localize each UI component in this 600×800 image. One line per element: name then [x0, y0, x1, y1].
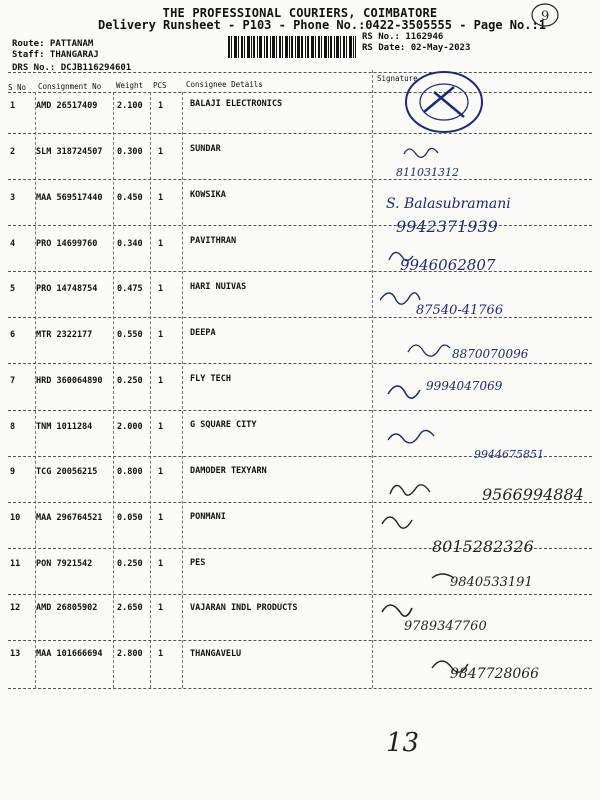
row-consignee: PAVITHRAN — [190, 236, 237, 246]
row-weight: 0.550 — [117, 330, 143, 340]
row-2-phone: 811031312 — [396, 166, 459, 179]
row-12-phone: 9789347760 — [404, 619, 487, 634]
col-consignment: Consignment No — [38, 82, 102, 91]
company-stamp-icon — [406, 72, 482, 132]
row-5-phone: 87540-41766 — [416, 303, 504, 318]
row-consignment: PRO 14699760 — [36, 239, 98, 249]
row-7-phone: 9994047069 — [426, 379, 503, 393]
staff-label: Staff: THANGARAJ — [12, 50, 99, 60]
page-mark-circle-icon — [530, 2, 560, 28]
row-pcs: 1 — [158, 147, 164, 157]
col-sno: S No — [8, 83, 27, 92]
signature-row-10 — [382, 517, 412, 528]
col-consignee: Consignee Details — [186, 80, 263, 89]
row-consignment: MAA 296764521 — [36, 513, 103, 523]
row-pcs: 1 — [158, 376, 164, 386]
row-sno: 13 — [10, 649, 21, 659]
row-consignee: BALAJI ELECTRONICS — [190, 99, 283, 109]
barcode-icon — [228, 36, 356, 58]
row-pcs: 1 — [158, 330, 164, 340]
signature-row-9 — [390, 485, 430, 495]
row-pcs: 1 — [158, 239, 164, 249]
row-sno: 10 — [10, 513, 21, 523]
row-sno: 7 — [10, 376, 16, 386]
col-divider — [35, 92, 36, 688]
row-consignee: G SQUARE CITY — [190, 420, 257, 430]
row-pcs: 1 — [158, 513, 164, 523]
col-weight: Weight — [116, 81, 144, 90]
row-sno: 9 — [10, 467, 16, 477]
row-consignment: TCG 20056215 — [36, 467, 98, 477]
row-consignment: TNM 1011284 — [36, 422, 93, 432]
signature-row-5 — [380, 293, 420, 304]
row-pcs: 1 — [158, 422, 164, 432]
row-weight: 0.250 — [117, 559, 143, 569]
row-sno: 5 — [10, 284, 16, 294]
row-3-name: S. Balasubramani — [386, 196, 511, 212]
row-weight: 2.650 — [117, 603, 143, 613]
row-sno: 1 — [10, 101, 16, 111]
row-consignment: HRD 360064890 — [36, 376, 103, 386]
row-weight: 2.100 — [117, 101, 143, 111]
row-consignee: THANGAVELU — [190, 649, 242, 659]
row-pcs: 1 — [158, 193, 164, 203]
row-pcs: 1 — [158, 284, 164, 294]
row-weight: 0.475 — [117, 284, 143, 294]
col-divider — [113, 92, 114, 688]
row-pcs: 1 — [158, 101, 164, 111]
row-sno: 6 — [10, 330, 16, 340]
signature-row-2 — [404, 148, 438, 157]
row-weight: 0.450 — [117, 193, 143, 203]
row-consignee: PES — [190, 558, 206, 568]
row-10-phone: 8015282326 — [432, 537, 534, 556]
row-consignment: AMD 26517409 — [36, 101, 98, 111]
col-signature: Signature — [377, 74, 418, 83]
row-weight: 0.340 — [117, 239, 143, 249]
row-weight: 0.800 — [117, 467, 143, 477]
row-sno: 8 — [10, 422, 16, 432]
row-consignment: MAA 101666694 — [36, 649, 103, 659]
row-sno: 2 — [10, 147, 16, 157]
row-consignee: DEEPA — [190, 328, 216, 338]
row-consignment: MAA 569517440 — [36, 193, 103, 203]
row-weight: 0.250 — [117, 376, 143, 386]
runsheet-title: Delivery Runsheet - P103 - Phone No.:0422-3505555 - Page No.:1 — [98, 18, 546, 32]
row-sno: 12 — [10, 603, 21, 613]
row-3-phone: 9942371939 — [396, 217, 498, 236]
row-weight: 0.300 — [117, 147, 143, 157]
signature-row-12 — [382, 605, 412, 616]
rs-number: RS No.: 1162946 — [362, 32, 444, 42]
company-title: THE PROFESSIONAL COURIERS, COIMBATORE — [162, 6, 438, 20]
row-13-phone: 9847728066 — [450, 666, 540, 682]
row-consignee: PONMANI — [190, 512, 226, 522]
row-sno: 11 — [10, 559, 21, 569]
row-9-phone: 9566994884 — [482, 485, 584, 504]
row-consignee: HARI NUIVAS — [190, 282, 247, 292]
row-consignee: DAMODER TEXYARN — [190, 466, 267, 476]
row-consignee: VAJARAN INDL PRODUCTS — [190, 603, 298, 613]
drs-number: DRS No.: DCJB116294601 — [12, 63, 132, 73]
row-pcs: 1 — [158, 603, 164, 613]
col-divider — [150, 92, 151, 688]
row-weight: 2.800 — [117, 649, 143, 659]
row-pcs: 1 — [158, 467, 164, 477]
row-pcs: 1 — [158, 649, 164, 659]
row-weight: 0.050 — [117, 513, 143, 523]
col-divider — [182, 92, 183, 688]
signature-row-7 — [388, 386, 420, 398]
row-consignment: PON 7921542 — [36, 559, 93, 569]
rs-date: RS Date: 02-May-2023 — [362, 43, 471, 53]
row-consignee: KOWSIKA — [190, 190, 226, 200]
row-consignment: SLM 318724507 — [36, 147, 103, 157]
col-divider — [372, 70, 373, 688]
row-consignee: FLY TECH — [190, 374, 231, 384]
row-8-phone: 9944675851 — [474, 448, 544, 461]
row-4-phone: 9946062807 — [400, 256, 496, 274]
route-label: Route: PATTANAM — [12, 39, 94, 49]
row-sno: 3 — [10, 193, 16, 203]
row-consignment: MTR 2322177 — [36, 330, 93, 340]
row-6-phone: 8870070096 — [452, 347, 529, 361]
row-sno: 4 — [10, 239, 16, 249]
page-mark-text: 9 — [541, 9, 550, 24]
signature-row-8 — [388, 430, 434, 442]
row-consignment: PRO 14748754 — [36, 284, 98, 294]
col-pcs: PCS — [153, 81, 167, 90]
row-11-phone: 9840533191 — [450, 575, 533, 590]
row-pcs: 1 — [158, 559, 164, 569]
signature-column — [374, 62, 598, 692]
handwritten-count: 13 — [386, 728, 420, 758]
signature-row-6 — [408, 345, 450, 356]
row-consignee: SUNDAR — [190, 144, 221, 154]
row-consignment: AMD 26805902 — [36, 603, 98, 613]
row-weight: 2.000 — [117, 422, 143, 432]
